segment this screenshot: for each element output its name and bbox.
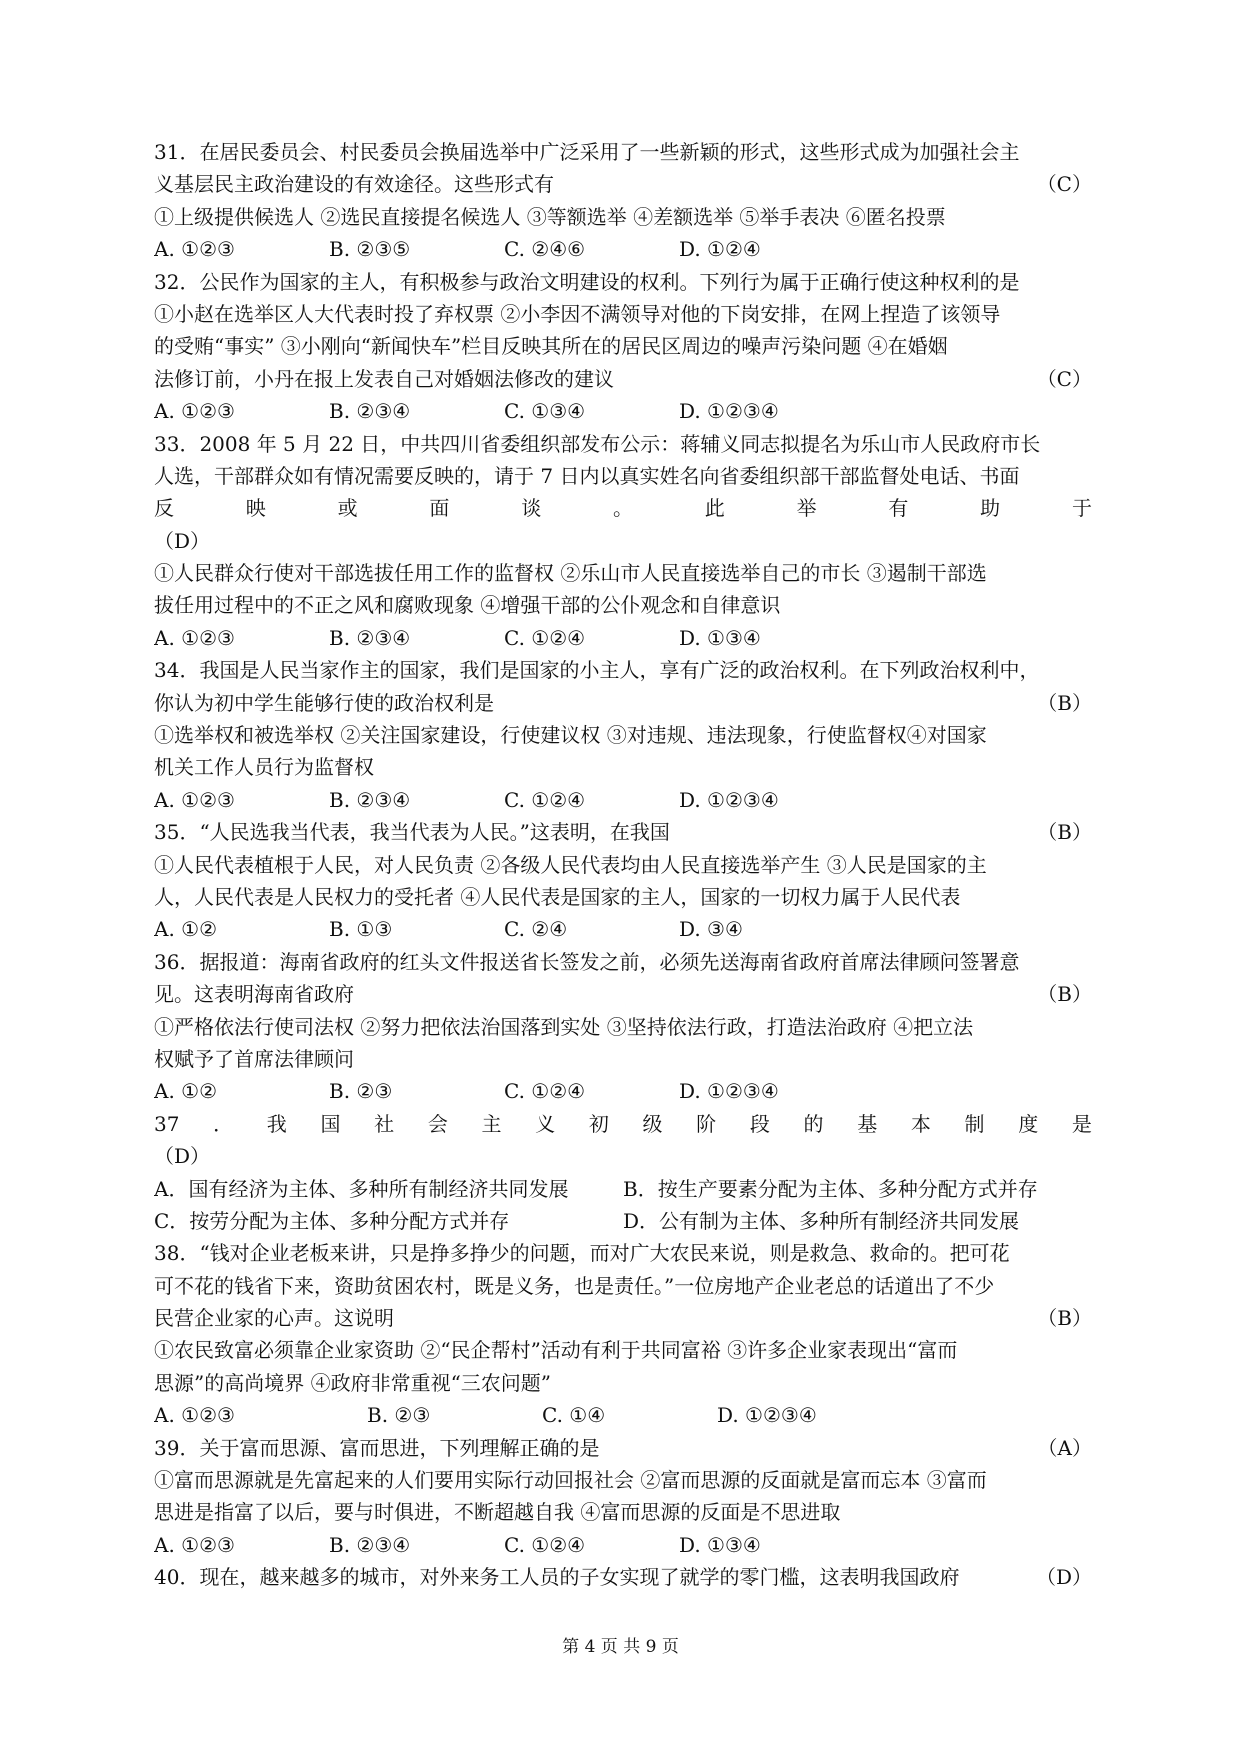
stem-word: 或 — [337, 496, 358, 521]
stem-text: 35．“人民选我当代表，我当代表为人民。”这表明，在我国 — [154, 820, 670, 845]
question-block — [154, 1432, 1092, 1562]
stem-word: 举 — [796, 496, 817, 521]
option-d: D. ①②③④ — [717, 1403, 817, 1428]
option-c: C. ①④ — [542, 1403, 606, 1428]
choice-items-line: 思进是指富了以后，要与时俱进，不断超越自我 ④富而思源的反面是不思进取 — [154, 1500, 841, 1525]
option-b: B. ②③④ — [329, 787, 411, 812]
choice-items-line: 思源”的高尚境界 ④政府非常重视“三农问题” — [154, 1370, 552, 1395]
stem-word: 助 — [980, 496, 1001, 521]
stem-word: 制 — [964, 1111, 985, 1136]
stem-word: 37 — [154, 1111, 180, 1136]
question-block — [154, 1237, 1092, 1431]
choice-items-line: 机关工作人员行为监督权 — [154, 755, 374, 780]
question-stem-line — [154, 687, 1092, 719]
question-stem-line: ①小赵在选举区人大代表时投了弃权票 ②小李因不满领导对他的下岗安排，在网上捏造了该领导 — [154, 301, 1001, 326]
answer-key: （B） — [1037, 1306, 1092, 1331]
options-row — [154, 1529, 1092, 1561]
options-row — [154, 784, 1092, 816]
question-stem-line — [154, 1432, 1092, 1464]
option-d: D. ①②③④ — [679, 1079, 779, 1104]
question-stem-line — [154, 168, 1092, 200]
option-a: A. ①②③ — [154, 1532, 235, 1557]
options-row — [154, 622, 1092, 654]
choice-items-line: ①农民致富必须靠企业家资助 ②“民企帮村”活动有利于共同富裕 ③许多企业家表现出“富而 — [154, 1338, 958, 1363]
option-item: C．按劳分配为主体、多种分配方式并存 — [154, 1208, 510, 1233]
choice-items-line: ①富而思源就是先富起来的人们要用实际行动回报社会 ②富而思源的反面就是富而忘本 ③富而 — [154, 1468, 987, 1493]
options-row — [154, 1173, 1092, 1205]
options-row — [154, 913, 1092, 945]
stem-word: 主 — [481, 1111, 502, 1136]
question-block — [154, 136, 1092, 266]
answer-key: （B） — [1037, 982, 1092, 1007]
option-a: A. ①②③ — [154, 399, 235, 424]
choice-items-line: 拔任用过程中的不正之风和腐败现象 ④增强干部的公仆观念和自律意识 — [154, 593, 781, 618]
option-item: D．公有制为主体、多种所有制经济共同发展 — [623, 1208, 1020, 1233]
choice-items-line: ①严格依法行使司法权 ②努力把依法治国落到实处 ③坚持依法行政，打造法治政府 ④把立法 — [154, 1014, 974, 1039]
question-stem-line: 36．据报道：海南省政府的红头文件报送省长签发之前，必须先送海南省政府首席法律顾问签署意 — [154, 949, 1020, 974]
option-c: C. ②④ — [504, 917, 568, 942]
option-d: D. ①②③④ — [679, 787, 779, 812]
question-stem-line: 32．公民作为国家的主人，有积极参与政治文明建设的权利。下列行为属于正确行使这种权利的是 — [154, 269, 1020, 294]
option-c: C. ①②④ — [504, 625, 586, 650]
stem-word: 会 — [427, 1111, 448, 1136]
answer-key: （D） — [154, 1144, 211, 1169]
answer-key: （C） — [1036, 366, 1092, 391]
question-stem-line: 34．我国是人民当家作主的国家，我们是国家的小主人，享有广泛的政治权利。在下列政治权利中， — [154, 658, 1040, 683]
option-a: A. ①② — [154, 1079, 218, 1104]
option-item: A．国有经济为主体、多种所有制经济共同发展 — [154, 1176, 569, 1201]
options-row — [154, 233, 1092, 265]
question-stem-line: 人选，干部群众如有情况需要反映的，请于 7 日内以真实姓名向省委组织部干部监督处电话、书面 — [154, 463, 1020, 488]
option-c: C. ①③④ — [504, 399, 586, 424]
question-block — [154, 1108, 1092, 1238]
option-a: A. ①②③ — [154, 625, 235, 650]
stem-word: 社 — [374, 1111, 395, 1136]
option-c: C. ①②④ — [504, 1079, 586, 1104]
option-b: B. ②③④ — [329, 399, 411, 424]
stem-word: 本 — [910, 1111, 931, 1136]
question-block — [154, 1561, 1092, 1593]
stem-word: 级 — [642, 1111, 663, 1136]
question-block — [154, 428, 1092, 655]
question-list — [154, 136, 1092, 1594]
stem-word: 国 — [320, 1111, 341, 1136]
option-d: D. ①②④ — [679, 237, 761, 262]
stem-word: 的 — [803, 1111, 824, 1136]
option-a: A. ①②③ — [154, 237, 235, 262]
option-b: B. ②③ — [367, 1403, 431, 1428]
question-stem-line: 可不花的钱省下来，资助贫困农村，既是义务，也是责任。”一位房地产企业老总的话道出了不少 — [154, 1273, 995, 1298]
option-d: D. ①②③④ — [679, 399, 779, 424]
stem-word: 有 — [888, 496, 909, 521]
stem-text: 40．现在，越来越多的城市，对外来务工人员的子女实现了就学的零门槛，这表明我国政府 — [154, 1565, 960, 1590]
question-stem-line — [154, 1561, 1092, 1593]
stem-word: ． — [213, 1111, 234, 1136]
stem-text: 你认为初中学生能够行使的政治权利是 — [154, 690, 494, 715]
option-item: B．按生产要素分配为主体、多种分配方式并存 — [623, 1176, 1038, 1201]
option-b: B. ②③④ — [329, 1532, 411, 1557]
stem-word: 基 — [857, 1111, 878, 1136]
question-block — [154, 946, 1092, 1108]
option-d: D. ①③④ — [679, 1532, 761, 1557]
choice-items-line: 人，人民代表是人民权力的受托者 ④人民代表是国家的主人，国家的一切权力属于人民代表 — [154, 884, 961, 909]
stem-word: 反 — [154, 496, 174, 521]
stem-word: 度 — [1018, 1111, 1039, 1136]
question-stem-line — [154, 1302, 1092, 1334]
question-block — [154, 816, 1092, 946]
options-row — [154, 1399, 1092, 1431]
option-b: B. ②③⑤ — [329, 237, 411, 262]
stem-word: 面 — [429, 496, 450, 521]
answer-key: （B） — [1037, 820, 1092, 845]
option-a: A. ①② — [154, 917, 218, 942]
stem-word: 义 — [535, 1111, 556, 1136]
options-row — [154, 395, 1092, 427]
option-d: D. ③④ — [679, 917, 743, 942]
stem-word: 此 — [704, 496, 725, 521]
question-stem-line — [154, 816, 1092, 848]
choice-items-line: 权赋予了首席法律顾问 — [154, 1046, 354, 1071]
option-a: A. ①②③ — [154, 1403, 235, 1428]
answer-key: （D） — [154, 528, 211, 553]
question-stem-line: 的受贿“事实” ③小刚向“新闻快车”栏目反映其所在的居民区周边的噪声污染问题 ④在婚姻 — [154, 334, 948, 359]
question-stem-line: 33．2008 年 5 月 22 日，中共四川省委组织部发布公示：蒋辅义同志拟提名为乐山市人民政府市长 — [154, 431, 1041, 456]
option-d: D. ①③④ — [679, 625, 761, 650]
choice-items-line: ①选举权和被选举权 ②关注国家建设，行使建议权 ③对违规、违法现象，行使监督权④对国家 — [154, 723, 987, 748]
stem-word: 段 — [749, 1111, 770, 1136]
stem-word: 是 — [1071, 1111, 1092, 1136]
question-stem-line — [154, 363, 1092, 395]
option-c: C. ①②④ — [504, 787, 586, 812]
stem-word: 。 — [612, 496, 633, 521]
question-block — [154, 654, 1092, 816]
stem-word: 阶 — [696, 1111, 717, 1136]
options-row — [154, 1075, 1092, 1107]
answer-key: （A） — [1037, 1435, 1092, 1460]
stem-text: 39．关于富而思源、富而思进，下列理解正确的是 — [154, 1435, 600, 1460]
stem-word: 谈 — [521, 496, 542, 521]
stem-word: 初 — [588, 1111, 609, 1136]
stem-word: 于 — [1071, 496, 1092, 521]
options-row — [154, 1205, 1092, 1237]
page-footer: 第 4 页 共 9 页 — [562, 1637, 679, 1657]
answer-key: （D） — [1035, 1565, 1092, 1590]
question-stem-line: 31．在居民委员会、村民委员会换届选举中广泛采用了一些新颖的形式，这些形式成为加强社会主 — [154, 140, 1020, 164]
stem-word: 我 — [266, 1111, 287, 1136]
option-b: B. ①③ — [329, 917, 393, 942]
option-c: C. ①②④ — [504, 1532, 586, 1557]
question-block — [154, 266, 1092, 428]
stem-word: 映 — [245, 496, 266, 521]
answer-key: （C） — [1036, 172, 1092, 197]
question-stem-line — [154, 492, 1092, 524]
stem-text: 见。这表明海南省政府 — [154, 982, 354, 1007]
stem-text: 法修订前，小丹在报上发表自己对婚姻法修改的建议 — [154, 366, 614, 391]
option-a: A. ①②③ — [154, 787, 235, 812]
question-stem-line — [154, 978, 1092, 1010]
question-stem-line — [154, 1108, 1092, 1140]
option-b: B. ②③ — [329, 1079, 393, 1104]
stem-text: 民营企业家的心声。这说明 — [154, 1306, 394, 1331]
choice-items-line: ①人民群众行使对干部选拔任用工作的监督权 ②乐山市人民直接选举自己的市长 ③遏制干部选 — [154, 561, 987, 586]
stem-text: 义基层民主政治建设的有效途径。这些形式有 — [154, 172, 554, 197]
question-stem-line: 38．“钱对企业老板来讲，只是挣多挣少的问题，而对广大农民来说，则是救急、救命的。把可花 — [154, 1241, 1010, 1266]
choice-items-line: ①上级提供候选人 ②选民直接提名候选人 ③等额选举 ④差额选举 ⑤举手表决 ⑥匿名投票 — [154, 204, 946, 229]
answer-key: （B） — [1037, 690, 1092, 715]
option-b: B. ②③④ — [329, 625, 411, 650]
option-c: C. ②④⑥ — [504, 237, 586, 262]
choice-items-line: ①人民代表植根于人民，对人民负责 ②各级人民代表均由人民直接选举产生 ③人民是国家的主 — [154, 852, 987, 877]
